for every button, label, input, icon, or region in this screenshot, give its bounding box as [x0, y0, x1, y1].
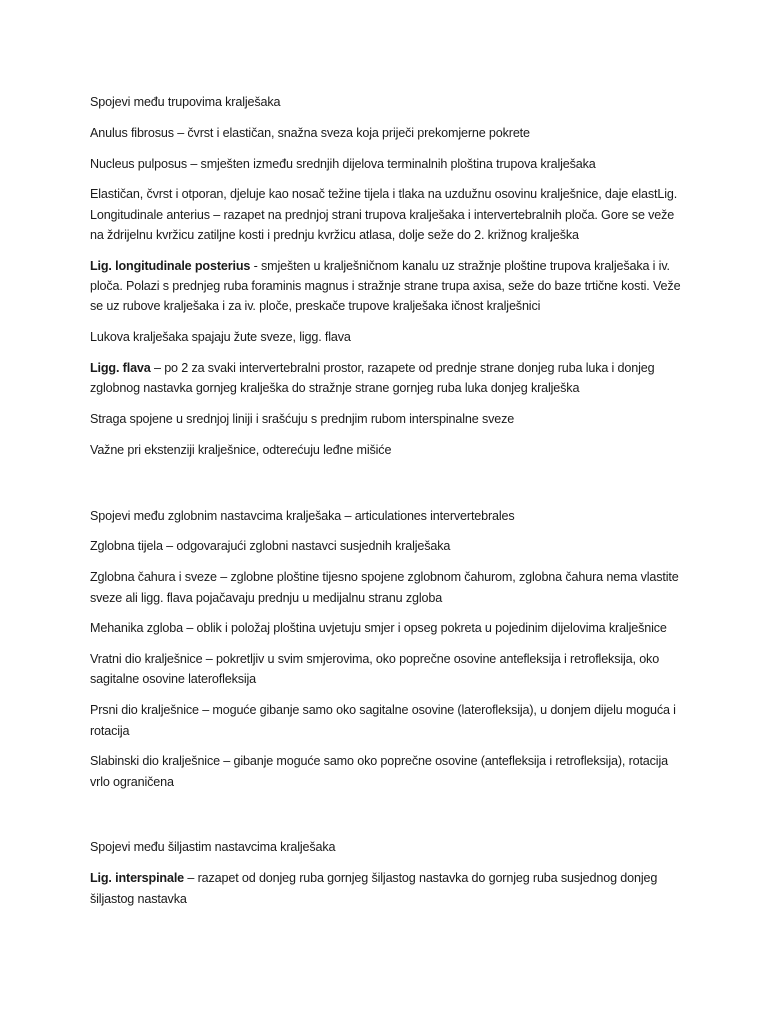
paragraph-text: Važne pri ekstenziji kralješnice, odterećuju leđne mišiće — [90, 442, 392, 457]
section-heading: Spojevi među zglobnim nastavcima kralješaka – articulationes intervertebrales — [90, 508, 515, 523]
section-spacer — [90, 471, 690, 506]
paragraph — [90, 256, 690, 317]
paragraph — [90, 618, 690, 638]
paragraph-text: – razapet od donjeg ruba gornjeg šiljastog nastavka do gornjeg ruba susjednog donjeg šiljastog nastavka — [90, 871, 658, 906]
paragraph — [90, 700, 690, 741]
section-heading: Spojevi među šiljastim nastavcima kralješaka — [90, 840, 336, 855]
paragraph — [90, 358, 690, 399]
document-page — [90, 92, 690, 919]
paragraph — [90, 123, 690, 143]
paragraph-bold: Ligg. flava — [90, 360, 151, 375]
paragraph — [90, 327, 690, 347]
paragraph-text: Zglobna tijela – odgovarajući zglobni nastavci susjednih kralješaka — [90, 539, 451, 554]
paragraph-text: – po 2 za svaki intervertebralni prostor, razapete od prednje strane donjeg ruba luka i donjeg zglobnog nastavka gornjeg kralješka do stražnje strane gornjeg ruba luka donjeg kralješka — [90, 360, 655, 396]
paragraph — [90, 184, 690, 245]
section-heading: Spojevi među trupovima kralješaka — [90, 95, 281, 109]
paragraph-text: - smješten u kralješničnom kanalu uz stražnje ploštine trupova kralješaka i iv. ploča. Polazi s prednjeg ruba foraminis magnus i stražnje strane trupa axisa, seže do baze trtične kosti. Veže se uz rubove kralješaka i za iv. ploče, preskače trupove kralješaka ičnost kralješnici — [90, 258, 681, 314]
paragraph-text: Elastičan, čvrst i otporan, djeluje kao nosač težine tijela i tlaka na uzdužnu osovinu kralješnice, daje elastLig. Longitudinale anterius – razapet na prednjoj strani trupova kralješaka i intervertebralnih ploča. Gore se veže na ždrijelnu kvržicu zatiljne kosti i prednju kvržicu atlasa, dolje seže do 2. križnog kralješka — [90, 187, 678, 242]
paragraph — [90, 409, 690, 429]
paragraph-text: Slabinski dio kralješnice – gibanje moguće samo oko poprečne osovine (antefleksija i retrofleksija), rotacija vrlo ograničena — [90, 754, 668, 789]
section-spacer — [90, 802, 690, 837]
paragraph-text: Anulus fibrosus – čvrst i elastičan, snažna sveza koja priječi prekomjerne pokrete — [90, 125, 530, 140]
paragraph-text: Nucleus pulposus – smješten između srednjih dijelova terminalnih ploština trupova kralješaka — [90, 156, 596, 171]
paragraph-text: Lukova kralješaka spajaju žute sveze, ligg. flava — [90, 330, 351, 345]
paragraph-text: Zglobna čahura i sveze – zglobne ploštine tijesno spojene zglobnom čahurom, zglobna čahura nema vlastite sveze ali ligg. flava pojačavaju prednju u medijalnu stranu zgloba — [90, 570, 679, 605]
paragraph — [90, 154, 690, 174]
paragraph-text: Straga spojene u srednjoj liniji i srašćuju s prednjim rubom interspinalne sveze — [90, 412, 515, 427]
paragraph-text: Mehanika zgloba – oblik i položaj ploština uvjetuju smjer i opseg pokreta u pojedinim dijelovima kralješnice — [90, 621, 667, 636]
paragraph-bold: Lig. interspinale — [90, 871, 185, 886]
paragraph-bold: Lig. longitudinale posterius — [90, 258, 251, 273]
paragraph — [90, 567, 690, 608]
paragraph — [90, 536, 690, 556]
paragraph-text: Prsni dio kralješnice – moguće gibanje samo oko sagitalne osovine (laterofleksija), u donjem dijelu moguća i rotacija — [90, 703, 676, 738]
paragraph — [90, 649, 690, 690]
paragraph-text: Vratni dio kralješnice – pokretljiv u svim smjerovima, oko poprečne osovine antefleksija i retrofleksija, oko sagitalne osovine laterofleksija — [90, 652, 660, 687]
paragraph — [90, 868, 690, 909]
paragraph — [90, 751, 690, 792]
paragraph — [90, 440, 690, 460]
